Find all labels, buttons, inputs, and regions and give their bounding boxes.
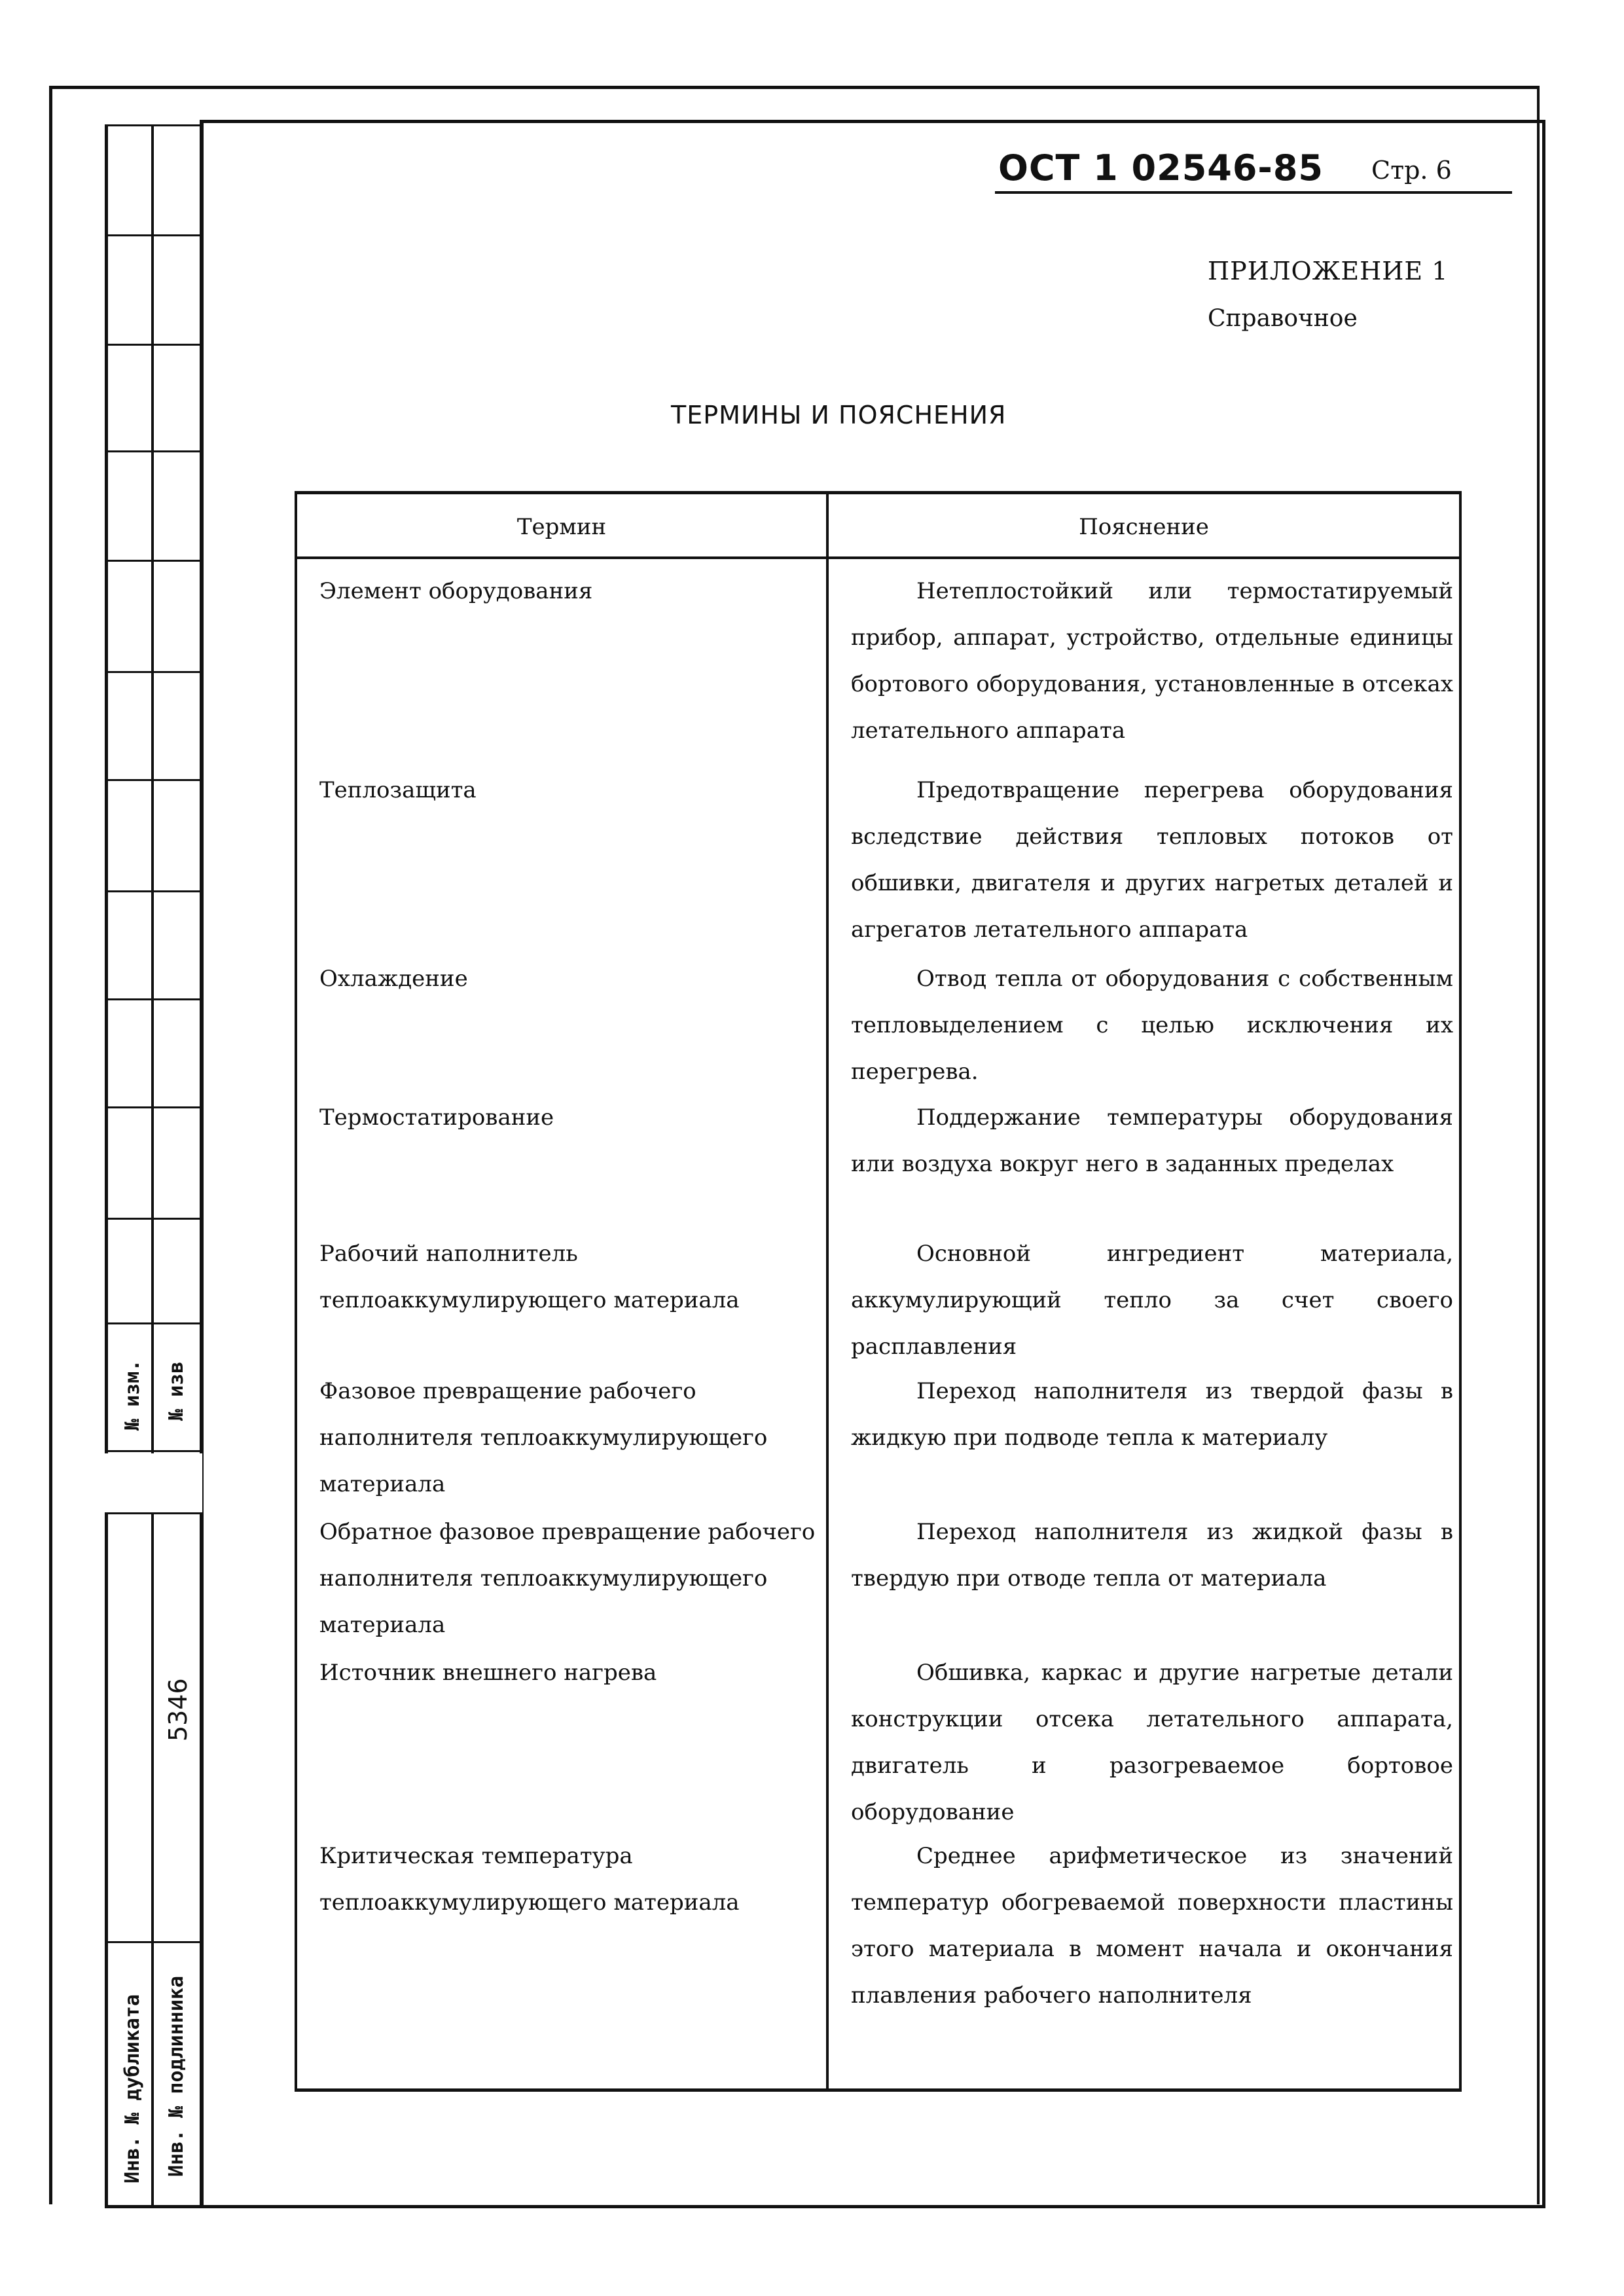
explanation-cell: Поддержание температуры оборудования или воздуха вокруг него в заданных пределах — [851, 1104, 1453, 1177]
explanation-cell: Переход наполнителя из твердой фазы в жидкую при подводе тепла к материалу — [851, 1378, 1453, 1451]
duplicate-inv-label: Инв. № дубликата — [121, 1994, 144, 2183]
explanation-cell: Переход наполнителя из жидкой фазы в твердую при отводе тепла от материала — [851, 1519, 1453, 1592]
notice-no-label: № изв — [165, 1361, 188, 1421]
term-cell: Термостатирование — [319, 1104, 554, 1131]
term-cell: Охлаждение — [319, 966, 468, 992]
term-cell: Обратное фазовое превращение рабочего наполнителя теплоаккумулирующего материала — [319, 1519, 816, 1638]
page-number: Стр. 6 — [1371, 156, 1452, 185]
original-inv-label: Инв. № подлинника — [165, 1975, 188, 2177]
original-inv-number: 5346 — [164, 1678, 192, 1741]
section-title: ТЕРМИНЫ И ПОЯСНЕНИЯ — [671, 401, 1007, 429]
term-cell: Критическая температура теплоаккумулирующего материала — [319, 1843, 740, 1916]
margin-strip — [105, 124, 203, 2208]
term-cell: Источник внешнего нагрева — [319, 1660, 657, 1686]
document-number: ОСТ 1 02546-85 — [998, 147, 1324, 189]
term-cell: Элемент оборудования — [319, 578, 593, 604]
appendix-note: Справочное — [1208, 305, 1358, 332]
appendix-title: ПРИЛОЖЕНИЕ 1 — [1208, 257, 1449, 285]
term-column-header: Термин — [516, 514, 607, 540]
strip-divider — [151, 124, 154, 1453]
term-cell: Теплозащита — [319, 777, 477, 803]
explanation-cell: Обшивка, каркас и другие нагретые детали конструкции отсека летательного аппарата, двигатель и разогреваемое бортовое оборудование — [851, 1660, 1453, 1825]
explanation-cell: Среднее арифметическое из значений температур обогреваемой поверхности пластины этого материала в момент начала и окончания плавления рабочего наполнителя — [851, 1843, 1453, 2009]
explanation-cell: Основной ингредиент материала, аккумулирующий тепло за счет своего расплавления — [851, 1241, 1453, 1360]
change-no-label: № изм. — [121, 1359, 144, 1430]
column-divider — [826, 494, 829, 2088]
explanation-cell: Отвод тепла от оборудования с собственным тепловыделением с целью исключения их перегрева. — [851, 966, 1453, 1085]
explanation-cell: Нетеплостойкий или термостатируемый прибор, аппарат, устройство, отдельные единицы бортового оборудования, установленные в отсеках летательного аппарата — [851, 578, 1453, 744]
explanation-cell: Предотвращение перегрева оборудования вследствие действия тепловых потоков от обшивки, двигателя и других нагретых деталей и агрегатов летательного аппарата — [851, 777, 1453, 943]
header-rule-line — [297, 556, 1459, 559]
term-cell: Фазовое превращение рабочего наполнителя теплоаккумулирующего материала — [319, 1378, 768, 1497]
explanation-column-header: Пояснение — [1079, 514, 1209, 540]
header-rule — [995, 191, 1512, 194]
term-cell: Рабочий наполнитель теплоаккумулирующего материала — [319, 1241, 740, 1313]
strip-divider-lower — [151, 1512, 154, 2205]
